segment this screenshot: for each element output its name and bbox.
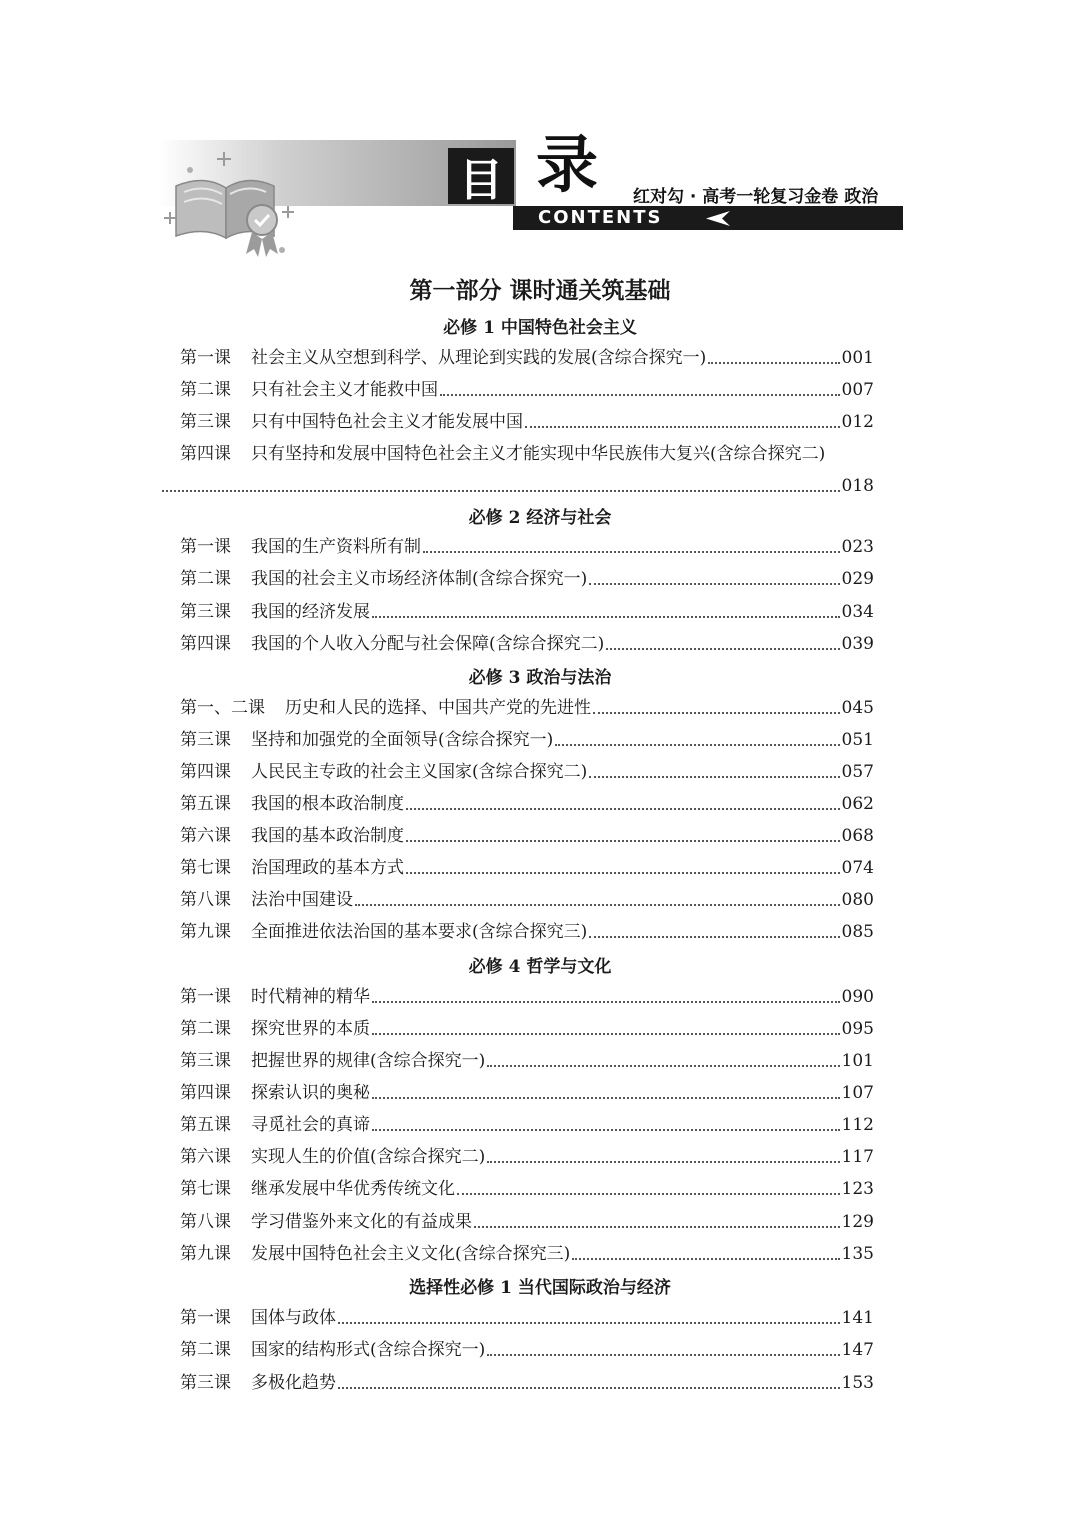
lesson-number: 第五课 (180, 794, 231, 814)
page-number: 039 (841, 634, 874, 654)
page-number: 007 (841, 380, 874, 400)
toc-entry[interactable] (180, 853, 874, 883)
section-title: 必修 3 政治与法治 (468, 668, 612, 688)
lesson-title: 法治中国建设 (251, 890, 353, 910)
toc-entry-continuation[interactable] (162, 471, 874, 501)
leader-dots (406, 853, 840, 874)
lesson-number: 第六课 (180, 826, 231, 846)
lesson-title: 只有社会主义才能救中国 (251, 380, 438, 400)
leader-dots (487, 1335, 839, 1356)
arrow-left-icon (706, 211, 730, 226)
lesson-number: 第二课 (180, 380, 231, 400)
toc-entry[interactable] (180, 917, 874, 947)
leader-dots (555, 725, 839, 746)
lesson-number: 第九课 (180, 1244, 231, 1264)
toc-entry[interactable] (180, 982, 874, 1012)
contents-label: CONTENTS (538, 207, 663, 228)
page-number: 051 (841, 730, 874, 750)
page-number: 153 (841, 1373, 874, 1393)
page-number: 001 (841, 348, 874, 368)
toc-entry[interactable] (180, 1303, 874, 1333)
page-number: 045 (841, 698, 874, 718)
lesson-title: 多极化趋势 (251, 1373, 336, 1393)
leader-dots (572, 1239, 839, 1260)
page-number: 135 (841, 1244, 874, 1264)
page-number: 090 (841, 987, 874, 1007)
page-number: 080 (841, 890, 874, 910)
lesson-number: 第一课 (180, 1308, 231, 1328)
lesson-title: 探究世界的本质 (251, 1019, 370, 1039)
toc-entry[interactable] (180, 885, 874, 915)
toc-entry[interactable] (180, 564, 874, 594)
toc-entry[interactable] (180, 629, 874, 659)
lesson-title: 探索认识的奥秘 (251, 1083, 370, 1103)
part-title: 第一部分 课时通关筑基础 (409, 277, 671, 304)
leader-dots (162, 471, 840, 492)
toc-entry[interactable] (180, 343, 874, 373)
toc-entry[interactable] (180, 757, 874, 787)
mu-char-box (448, 148, 514, 204)
lesson-number: 第一课 (180, 348, 231, 368)
leader-dots (406, 789, 840, 810)
lesson-number: 第三课 (180, 602, 231, 622)
lesson-number: 第四课 (180, 1083, 231, 1103)
toc-entry[interactable] (180, 789, 874, 819)
section-title: 必修 2 经济与社会 (468, 508, 612, 528)
page-number: 029 (841, 569, 874, 589)
leader-dots (589, 564, 839, 585)
toc-entry[interactable] (180, 1239, 874, 1269)
lesson-number: 第一课 (180, 987, 231, 1007)
leader-dots (487, 1046, 839, 1067)
page-number: 112 (841, 1115, 874, 1135)
lesson-number: 第七课 (180, 1179, 231, 1199)
leader-dots (593, 693, 840, 714)
lesson-number: 第二课 (180, 569, 231, 589)
leader-dots (457, 1174, 840, 1195)
toc-entry[interactable] (180, 532, 874, 562)
lesson-title: 继承发展中华优秀传统文化 (251, 1179, 455, 1199)
lesson-number: 第八课 (180, 890, 231, 910)
section-title: 必修 4 哲学与文化 (468, 957, 612, 977)
page-number: 123 (841, 1179, 874, 1199)
lesson-number: 第二课 (180, 1019, 231, 1039)
mu-char: 目 (459, 155, 503, 206)
page-number: 074 (841, 858, 874, 878)
lesson-number: 第三课 (180, 730, 231, 750)
leader-dots (525, 407, 840, 428)
leader-dots (372, 1014, 840, 1035)
page-number: 085 (841, 922, 874, 942)
leader-dots (589, 757, 839, 778)
page-number: 062 (841, 794, 874, 814)
lesson-number: 第九课 (180, 922, 231, 942)
lesson-number: 第七课 (180, 858, 231, 878)
open-book-icon (164, 146, 299, 261)
lesson-title: 寻觅社会的真谛 (251, 1115, 370, 1135)
page-number: 034 (841, 602, 874, 622)
section-title: 选择性必修 1 当代国际政治与经济 (409, 1278, 671, 1298)
toc-entry[interactable] (180, 1046, 874, 1076)
toc-entry[interactable] (180, 1207, 874, 1237)
page-number: 107 (841, 1083, 874, 1103)
lesson-title: 只有坚持和发展中国特色社会主义才能实现中华民族伟大复兴(含综合探究二) (251, 444, 826, 464)
lesson-number: 第三课 (180, 412, 231, 432)
lu-char: 录 (536, 128, 599, 201)
leader-dots (372, 982, 840, 1003)
lesson-title: 时代精神的精华 (251, 987, 370, 1007)
leader-dots (440, 375, 840, 396)
section-title: 必修 1 中国特色社会主义 (443, 318, 637, 338)
leader-dots (423, 532, 840, 553)
lesson-title: 我国的基本政治制度 (251, 826, 404, 846)
lesson-number: 第六课 (180, 1147, 231, 1167)
lesson-number: 第一课 (180, 537, 231, 557)
toc-entry[interactable] (180, 1110, 874, 1140)
toc-entry[interactable] (180, 375, 874, 405)
leader-dots (338, 1303, 840, 1324)
toc-entry[interactable] (180, 597, 874, 627)
page-number: 057 (841, 762, 874, 782)
lesson-number: 第八课 (180, 1212, 231, 1232)
lesson-number: 第三课 (180, 1051, 231, 1071)
book-subtitle: 红对勾 · 高考一轮复习金卷 政治 (633, 187, 879, 207)
lesson-title: 人民民主专政的社会主义国家(含综合探究二) (251, 762, 588, 782)
leader-dots (372, 1078, 840, 1099)
lesson-title: 国体与政体 (251, 1308, 336, 1328)
leader-dots (606, 629, 839, 650)
lesson-title: 我国的社会主义市场经济体制(含综合探究一) (251, 569, 588, 589)
lesson-number: 第四课 (180, 762, 231, 782)
toc-entry[interactable] (180, 725, 874, 755)
leader-dots (372, 1110, 840, 1131)
leader-dots (474, 1207, 840, 1228)
lesson-title: 我国的生产资料所有制 (251, 537, 421, 557)
toc-entry[interactable] (180, 1368, 874, 1398)
lesson-title: 学习借鉴外来文化的有益成果 (251, 1212, 472, 1232)
page-number: 129 (841, 1212, 874, 1232)
lesson-title: 社会主义从空想到科学、从理论到实践的发展(含综合探究一) (251, 348, 707, 368)
lesson-title: 我国的根本政治制度 (251, 794, 404, 814)
lesson-title: 历史和人民的选择、中国共产党的先进性 (285, 698, 591, 718)
lesson-title: 发展中国特色社会主义文化(含综合探究三) (251, 1244, 571, 1264)
lesson-title: 我国的个人收入分配与社会保障(含综合探究二) (251, 634, 605, 654)
leader-dots (708, 343, 839, 364)
page-number: 018 (841, 476, 874, 496)
page-number: 147 (841, 1340, 874, 1360)
leader-dots (487, 1142, 839, 1163)
toc-entry[interactable] (180, 1078, 874, 1108)
lesson-title: 治国理政的基本方式 (251, 858, 404, 878)
page-number: 141 (841, 1308, 874, 1328)
page-number: 012 (841, 412, 874, 432)
leader-dots (355, 885, 840, 906)
page-number: 023 (841, 537, 874, 557)
leader-dots (406, 821, 840, 842)
lesson-title: 只有中国特色社会主义才能发展中国 (251, 412, 523, 432)
leader-dots (372, 597, 840, 618)
toc-entry[interactable] (180, 407, 874, 437)
lesson-number: 第四课 (180, 444, 231, 464)
leader-dots (338, 1368, 840, 1389)
page-number: 095 (841, 1019, 874, 1039)
toc-entry[interactable] (180, 821, 874, 851)
lesson-title: 把握世界的规律(含综合探究一) (251, 1051, 486, 1071)
lesson-number: 第三课 (180, 1373, 231, 1393)
lesson-title: 实现人生的价值(含综合探究二) (251, 1147, 486, 1167)
toc-entry[interactable] (180, 693, 874, 723)
page-number: 101 (841, 1051, 874, 1071)
contents-header (158, 128, 903, 260)
lesson-title: 全面推进依法治国的基本要求(含综合探究三) (251, 922, 588, 942)
lesson-number: 第五课 (180, 1115, 231, 1135)
toc-entry[interactable] (180, 1335, 874, 1365)
lesson-number: 第二课 (180, 1340, 231, 1360)
lesson-title: 坚持和加强党的全面领导(含综合探究一) (251, 730, 554, 750)
toc-entry[interactable] (180, 439, 900, 469)
toc-entry[interactable] (180, 1014, 874, 1044)
lesson-title: 国家的结构形式(含综合探究一) (251, 1340, 486, 1360)
lesson-number: 第四课 (180, 634, 231, 654)
leader-dots (589, 917, 839, 938)
lesson-number: 第一、二课 (180, 698, 265, 718)
toc-entry[interactable] (180, 1142, 874, 1172)
page-number: 068 (841, 826, 874, 846)
page-number: 117 (841, 1147, 874, 1167)
toc-entry[interactable] (180, 1174, 874, 1204)
lesson-title: 我国的经济发展 (251, 602, 370, 622)
